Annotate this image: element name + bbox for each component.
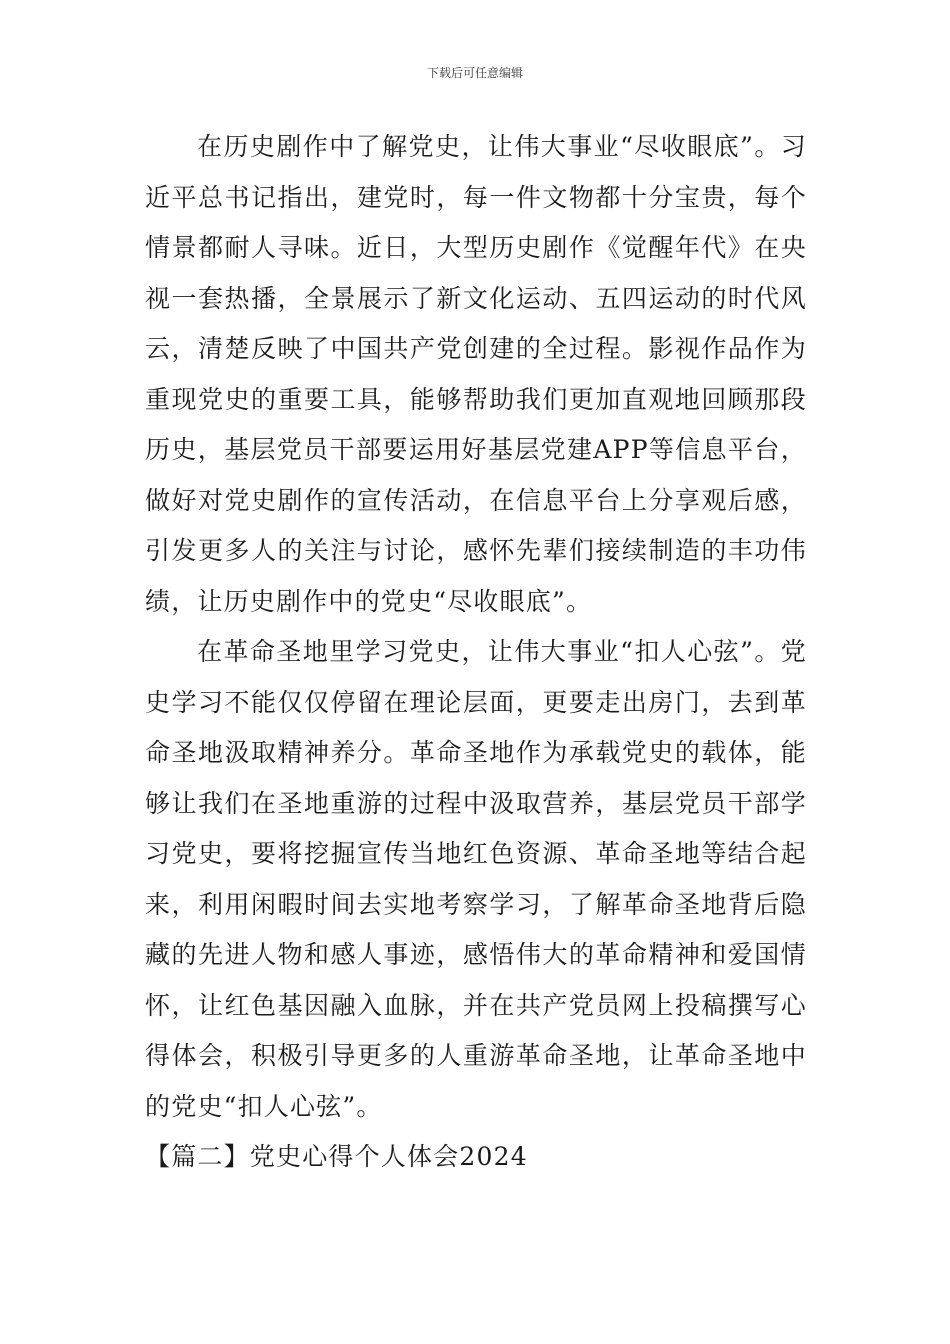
section-heading: 【篇二】党史心得个人体会2024 xyxy=(145,1142,528,1171)
paragraph-history-drama: 在历史剧作中了解党史，让伟大事业“尽收眼底”。习近平总书记指出，建党时，每一件文物都十分宝贵，每个情景都耐人寻味。近日，大型历史剧作《觉醒年代》在央视一套热播，全景展示了新文化运动、五四运动的时代风云，清楚反映了中国共产党创建的全过程。影视作品作为重现党史的重要工具，能够帮助我们更加直观地回顾那段历史，基层党员干部要运用好基层党建APP等信息平台，做好对党史剧作的宣传活动，在信息平台上分享观后感，引发更多人的关注与讨论，感怀先辈们接续制造的丰功伟绩，让历史剧作中的党史“尽收眼底”。 xyxy=(145,132,807,616)
page-header: 下载后可任意编辑 xyxy=(426,66,523,80)
paragraph-revolutionary-sites: 在革命圣地里学习党史，让伟大事业“扣人心弦”。党史学习不能仅仅停留在理论层面，更要走出房门，去到革命圣地汲取精神养分。革命圣地作为承载党史的载体，能够让我们在圣地重游的过程中汲取营养，基层党员干部学习党史，要将挖掘宣传当地红色资源、革命圣地等结合起来，利用闲暇时间去实地考察学习，了解革命圣地背后隐藏的先进人物和感人事迹，感悟伟大的革命精神和爱国情怀，让红色基因融入血脉，并在共产党员网上投稿撰写心得体会，积极引导更多的人重游革命圣地，让革命圣地中的党史“扣人心弦”。 xyxy=(145,637,807,1121)
document-body xyxy=(145,122,807,1183)
